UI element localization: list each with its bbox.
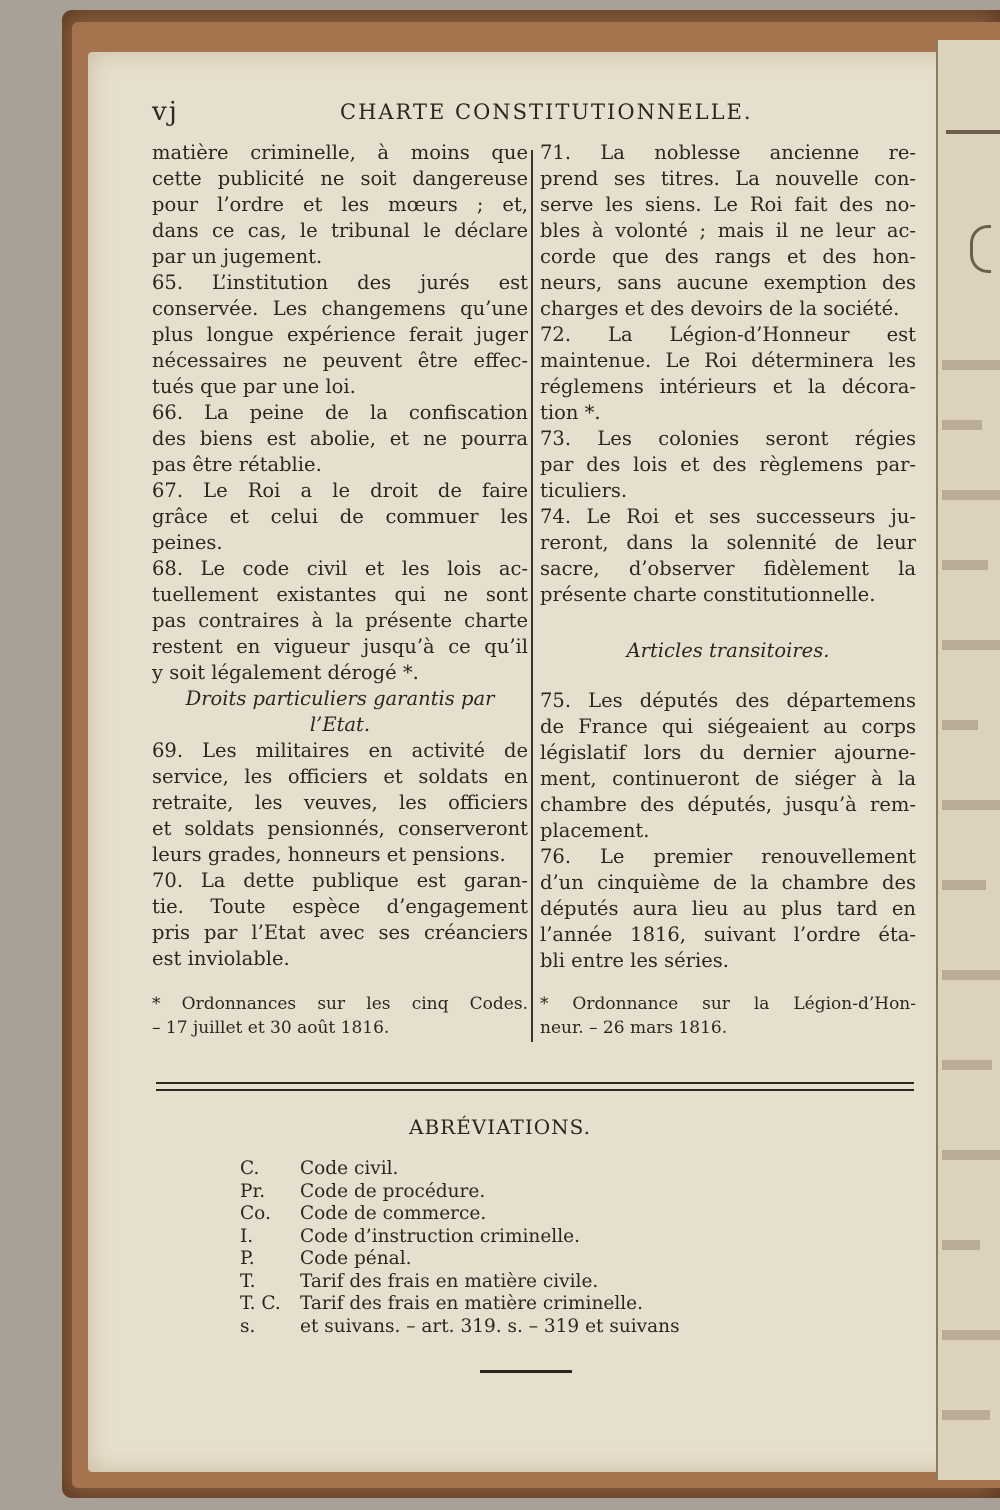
page-number: vj (152, 97, 179, 127)
text-line: grâce et celui de commuer les (152, 505, 528, 528)
footnote: * Ordonnance sur la Légion-d’Hon- (540, 994, 916, 1014)
text-line: leurs grades, honneurs et pensions. (152, 843, 506, 866)
text-line: peines. (152, 531, 223, 554)
text-line: dans ce cas, le tribunal le déclare (152, 219, 528, 242)
article-73: 73. Les colonies seront régies (540, 427, 916, 450)
text-line: corde que des rangs et des hon- (540, 245, 916, 268)
text-line: députés aura lieu au plus tard en (540, 897, 916, 920)
text-line: y soit légalement dérogé *. (152, 661, 419, 684)
article-71: 71. La noblesse ancienne re- (540, 141, 916, 164)
section-heading: l’Etat. (309, 713, 371, 736)
abbreviation-row (240, 1203, 680, 1226)
text-line: service, les officiers et soldats en (152, 765, 528, 788)
abbreviation-key: Co. (240, 1203, 271, 1224)
text-line: retraite, les veuves, les officiers (152, 791, 528, 814)
text-line: l’année 1816, suivant l’ordre éta- (540, 923, 916, 946)
text-line: de France qui siégeaient au corps (540, 715, 916, 738)
abbreviation-key: Pr. (240, 1180, 266, 1202)
text-line: maintenue. Le Roi déterminera les (540, 349, 916, 372)
abbreviation-value: Code pénal. (300, 1248, 412, 1269)
section-heading: Droits particuliers garantis par (185, 687, 495, 710)
text-line: des biens est abolie, et ne pourra (152, 427, 528, 450)
article-70: 70. La dette publique est garan- (152, 869, 528, 892)
footnote: – 17 juillet et 30 août 1816. (152, 1018, 390, 1038)
article-69: 69. Les militaires en activité de (152, 739, 528, 762)
article-68: 68. Le code civil et les lois ac- (152, 557, 528, 580)
abbreviation-row (240, 1248, 680, 1271)
text-line: neurs, sans aucune exemption des (540, 271, 916, 294)
abbreviation-row (240, 1226, 680, 1249)
text-line: législatif lors du dernier ajourne- (540, 741, 916, 764)
text-line: cette publicité ne soit dangereuse (152, 167, 528, 190)
text-line: charges et des devoirs de la société. (540, 297, 900, 320)
footnote: * Ordonnances sur les cinq Codes. (152, 994, 528, 1014)
abbreviation-row (240, 1316, 680, 1339)
text-line: plus longue expérience ferait juger (152, 323, 528, 346)
text-line: serve les siens. Le Roi fait des no- (540, 193, 916, 216)
text-line: ment, continueront de siéger à la (540, 767, 916, 790)
text-line: bles à volonté ; mais il ne leur ac- (540, 219, 916, 242)
text-line: bli entre les séries. (540, 949, 729, 972)
abbreviations-list (240, 1158, 680, 1338)
abbreviation-row (240, 1271, 680, 1294)
abbreviation-value: et suivans. – art. 319. s. – 319 et suivans (300, 1315, 680, 1337)
running-title: CHARTE CONSTITUTIONNELLE. (340, 100, 753, 124)
article-75: 75. Les députés des départemens (540, 689, 916, 712)
footnote: neur. – 26 mars 1816. (540, 1018, 728, 1038)
article-72: 72. La Légion-d’Honneur est (540, 323, 916, 346)
abbreviation-value: Code de commerce. (300, 1203, 487, 1224)
text-line: matière criminelle, à moins que (152, 141, 528, 164)
article-67: 67. Le Roi a le droit de faire (152, 479, 528, 502)
end-rule (480, 1370, 572, 1373)
text-line: par un jugement. (152, 245, 323, 268)
section-heading: Articles transitoires. (626, 639, 830, 662)
double-rule (156, 1089, 914, 1091)
text-line: d’un cinquième de la chambre des (540, 871, 916, 894)
column-divider (531, 150, 533, 1042)
text-line: sacre, d’observer fidèlement la (540, 557, 916, 580)
abbreviation-key: P. (240, 1248, 255, 1269)
article-74: 74. Le Roi et ses successeurs ju- (540, 505, 916, 528)
text-line: pour l’ordre et les mœurs ; et, (152, 193, 528, 216)
abbreviation-value: Tarif des frais en matière criminelle. (300, 1293, 643, 1314)
abbreviation-value: Code civil. (300, 1158, 399, 1179)
text-line: présente charte constitutionnelle. (540, 583, 876, 606)
text-line: pris par l’Etat avec ses créanciers (152, 921, 528, 944)
text-line: restent en vigueur jusqu’à ce qu’il (152, 635, 528, 658)
text-line: tués que par une loi. (152, 375, 356, 398)
abbreviation-row (240, 1181, 680, 1204)
text-line: tion *. (540, 401, 601, 424)
abbreviation-key: I. (240, 1225, 254, 1247)
abbreviation-value: Code de procédure. (300, 1180, 486, 1202)
adjacent-page-edge (936, 40, 1000, 1480)
text-line: conservée. Les changemens qu’une (152, 297, 528, 320)
article-66: 66. La peine de la confiscation (152, 401, 528, 424)
text-line: pas être rétablie. (152, 453, 322, 476)
text-line: pas contraires à la présente charte (152, 609, 528, 632)
abbreviation-value: Tarif des frais en matière civile. (300, 1270, 599, 1292)
abbreviation-row (240, 1158, 680, 1181)
abbreviation-key: s. (240, 1315, 256, 1337)
article-65: 65. L’institution des jurés est (152, 271, 528, 294)
text-line: nécessaires ne peuvent être effec- (152, 349, 528, 372)
text-line: réglemens intérieurs et la décora- (540, 375, 916, 398)
text-line: et soldats pensionnés, conserveront (152, 817, 528, 840)
text-line: par des lois et des règlemens par- (540, 453, 916, 476)
abbreviations-title: ABRÉVIATIONS. (409, 1115, 591, 1139)
text-line: tuellement existantes qui ne sont (152, 583, 528, 606)
text-line: chambre des députés, jusqu’à rem- (540, 793, 916, 816)
left-column (152, 140, 528, 1040)
text-line: reront, dans la solennité de leur (540, 531, 916, 554)
abbreviation-row (240, 1293, 680, 1316)
text-line: prend ses titres. La nouvelle con- (540, 167, 916, 190)
abbreviation-key: C. (240, 1158, 260, 1179)
abbreviation-value: Code d’instruction criminelle. (300, 1225, 580, 1247)
abbreviation-key: T. (240, 1270, 256, 1292)
double-rule (156, 1082, 914, 1084)
right-column (540, 140, 916, 1040)
abbreviation-key: T. C. (240, 1293, 281, 1314)
text-line: placement. (540, 819, 650, 842)
text-line: ticuliers. (540, 479, 628, 502)
article-76: 76. Le premier renouvellement (540, 845, 916, 868)
text-line: est inviolable. (152, 947, 290, 970)
text-line: tie. Toute espèce d’engagement (152, 895, 528, 918)
